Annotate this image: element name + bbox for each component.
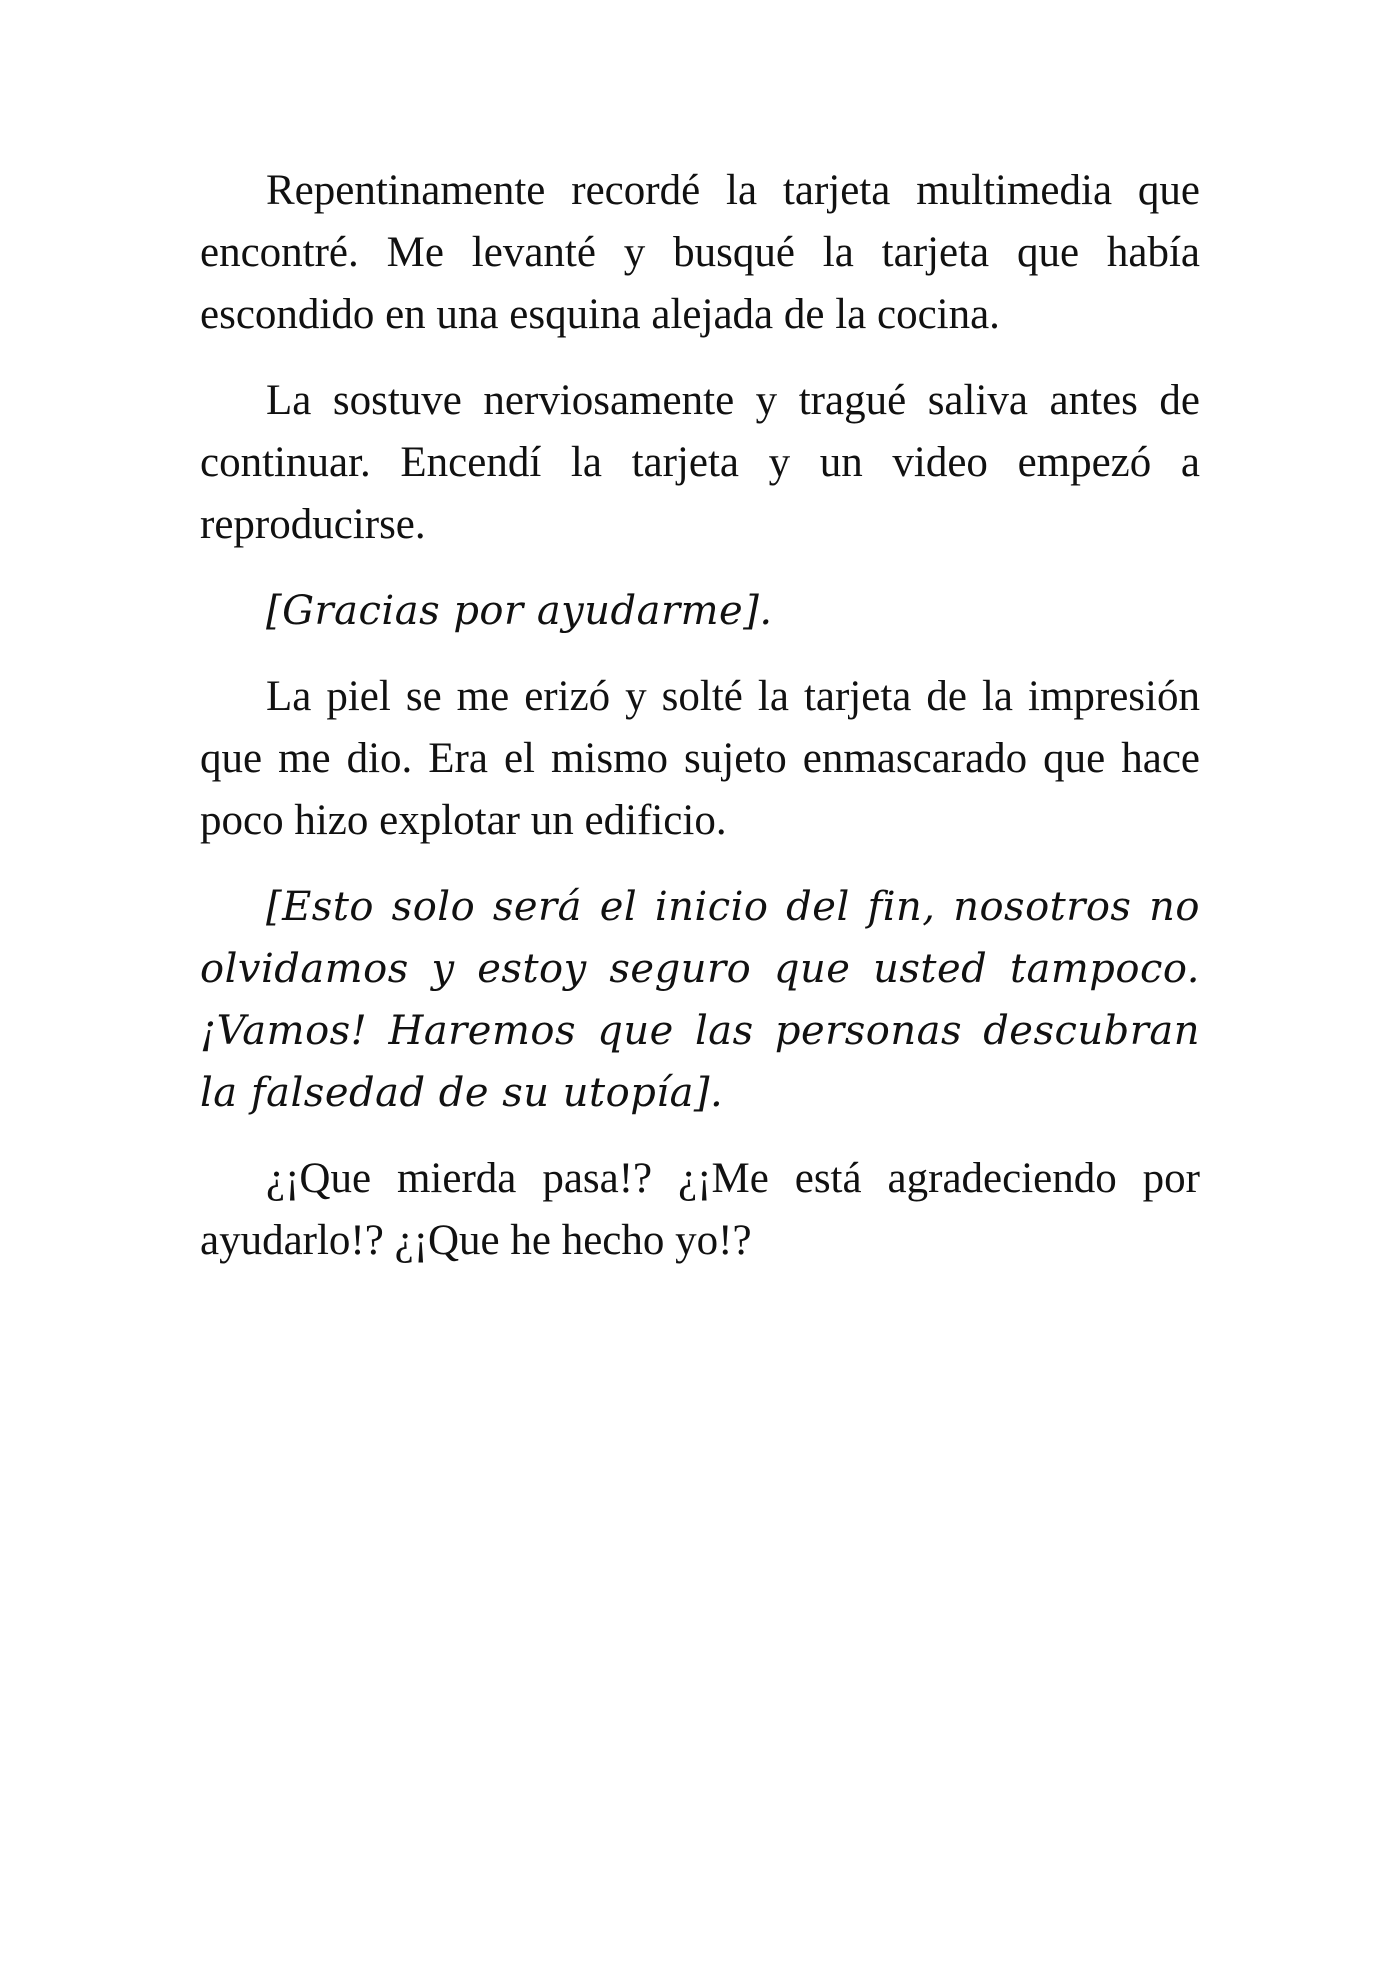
paragraph-6: ¿¡Que mierda pasa!? ¿¡Me está agradeciendo por ayudarlo!? ¿¡Que he hecho yo!? xyxy=(200,1155,1200,1264)
paragraph-2: La sostuve nerviosamente y tragué saliva antes de continuar. Encendí la tarjeta y un video empezó a reproducirse. xyxy=(200,377,1200,548)
paragraph-3-quote: [Gracias por ayudarme]. xyxy=(266,588,773,634)
paragraph-1: Repentinamente recordé la tarjeta multimedia que encontré. Me levanté y busqué la tarjeta que había escondido en una esquina alejada de la cocina. xyxy=(200,167,1200,338)
paragraph-4: La piel se me erizó y solté la tarjeta de la impresión que me dio. Era el mismo sujeto enmascarado que hace poco hizo explotar un edificio. xyxy=(200,673,1200,844)
paragraph-5-quote: [Esto solo será el inicio del fin, nosotros no olvidamos y estoy seguro que usted tampoco. ¡Vamos! Haremos que las personas descubran la falsedad de su utopía]. xyxy=(200,884,1200,1116)
document-page xyxy=(200,160,1200,1296)
